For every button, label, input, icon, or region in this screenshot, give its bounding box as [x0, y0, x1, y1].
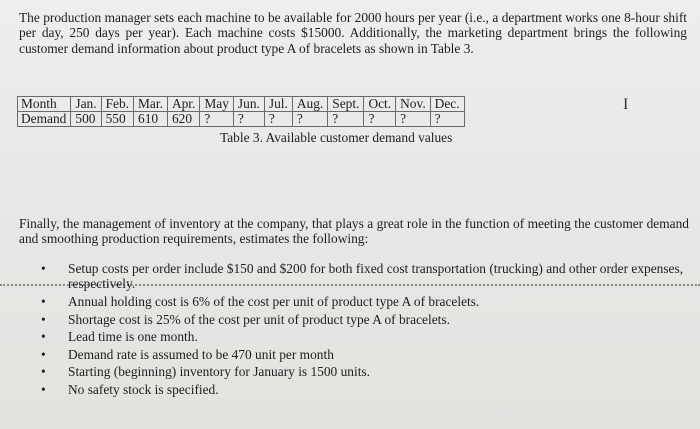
bullet-icon: •: [41, 311, 46, 327]
table-cell: ?: [264, 112, 292, 127]
table-cell: Jan.: [71, 97, 101, 112]
table-cell: Jul.: [264, 97, 292, 112]
list-item-text: Setup costs per order include $150 and $200 for both fixed cost transportation (trucking) and other order expenses, respectively.: [68, 261, 684, 292]
table-row-label: Month: [18, 97, 71, 112]
bullet-icon: •: [41, 261, 46, 276]
table-cell: ?: [233, 112, 264, 127]
table-cell: ?: [328, 112, 364, 127]
demand-row: [18, 112, 465, 127]
list-item: [38, 294, 688, 309]
table-cell: ?: [292, 112, 327, 127]
table-cell: Oct.: [364, 97, 396, 112]
list-item-text: Demand rate is assumed to be 470 unit per month: [68, 346, 334, 362]
table-cell: Nov.: [396, 97, 431, 112]
table-cell: Sept.: [328, 97, 364, 112]
list-item: [38, 312, 688, 327]
bullet-icon: •: [41, 381, 46, 397]
table-cell: Feb.: [101, 97, 133, 112]
list-item: [38, 382, 688, 397]
intro-paragraph: The production manager sets each machine to be available for 2000 hours per year (i.e., a department works one 8-hour shift per day, 250 days per year). Each machine costs $15000. Additionally, the marketing department brings the following customer demand information about product type A of bracelets as shown in Table 3.: [19, 10, 687, 56]
table-cell: 500: [71, 112, 101, 127]
table-caption: Table 3. Available customer demand values: [220, 130, 453, 145]
table-cell: ?: [430, 112, 464, 127]
bullet-icon: •: [41, 329, 46, 345]
list-item-text: Annual holding cost is 6% of the cost per unit of product type A of bracelets.: [68, 294, 480, 309]
bullet-icon: •: [41, 346, 46, 362]
table-cell: 620: [167, 112, 199, 127]
demand-table: [17, 96, 465, 127]
table-cell: May: [200, 97, 234, 112]
list-item: [38, 364, 688, 379]
bullet-list: [38, 261, 688, 400]
table-cell: Mar.: [134, 97, 168, 112]
table-cell: ?: [200, 112, 234, 127]
list-item-text: Shortage cost is 25% of the cost per unit of product type A of bracelets.: [68, 311, 450, 327]
text-cursor-icon: I: [623, 96, 629, 113]
list-item-text: Starting (beginning) inventory for January is 1500 units.: [68, 364, 370, 380]
list-item: [38, 261, 688, 292]
table-cell: Aug.: [292, 97, 327, 112]
table-cell: Jun.: [233, 97, 264, 112]
list-item: [38, 347, 688, 362]
table-row-label: Demand: [18, 112, 71, 127]
finally-paragraph: Finally, the management of inventory at the company, that plays a great role in the function of meeting the customer demand and smoothing production requirements, estimates the following:: [19, 216, 689, 247]
list-item: [38, 329, 688, 344]
list-item-text: No safety stock is specified.: [68, 381, 219, 397]
bullet-icon: •: [41, 364, 46, 380]
table-cell: 550: [101, 112, 133, 127]
list-item-text: Lead time is one month.: [68, 329, 198, 345]
table-cell: ?: [364, 112, 396, 127]
month-row: [18, 97, 465, 112]
table-cell: ?: [396, 112, 431, 127]
table-cell: Dec.: [430, 97, 464, 112]
table-cell: 610: [134, 112, 168, 127]
table-cell: Apr.: [167, 97, 199, 112]
bullet-icon: •: [41, 294, 46, 309]
